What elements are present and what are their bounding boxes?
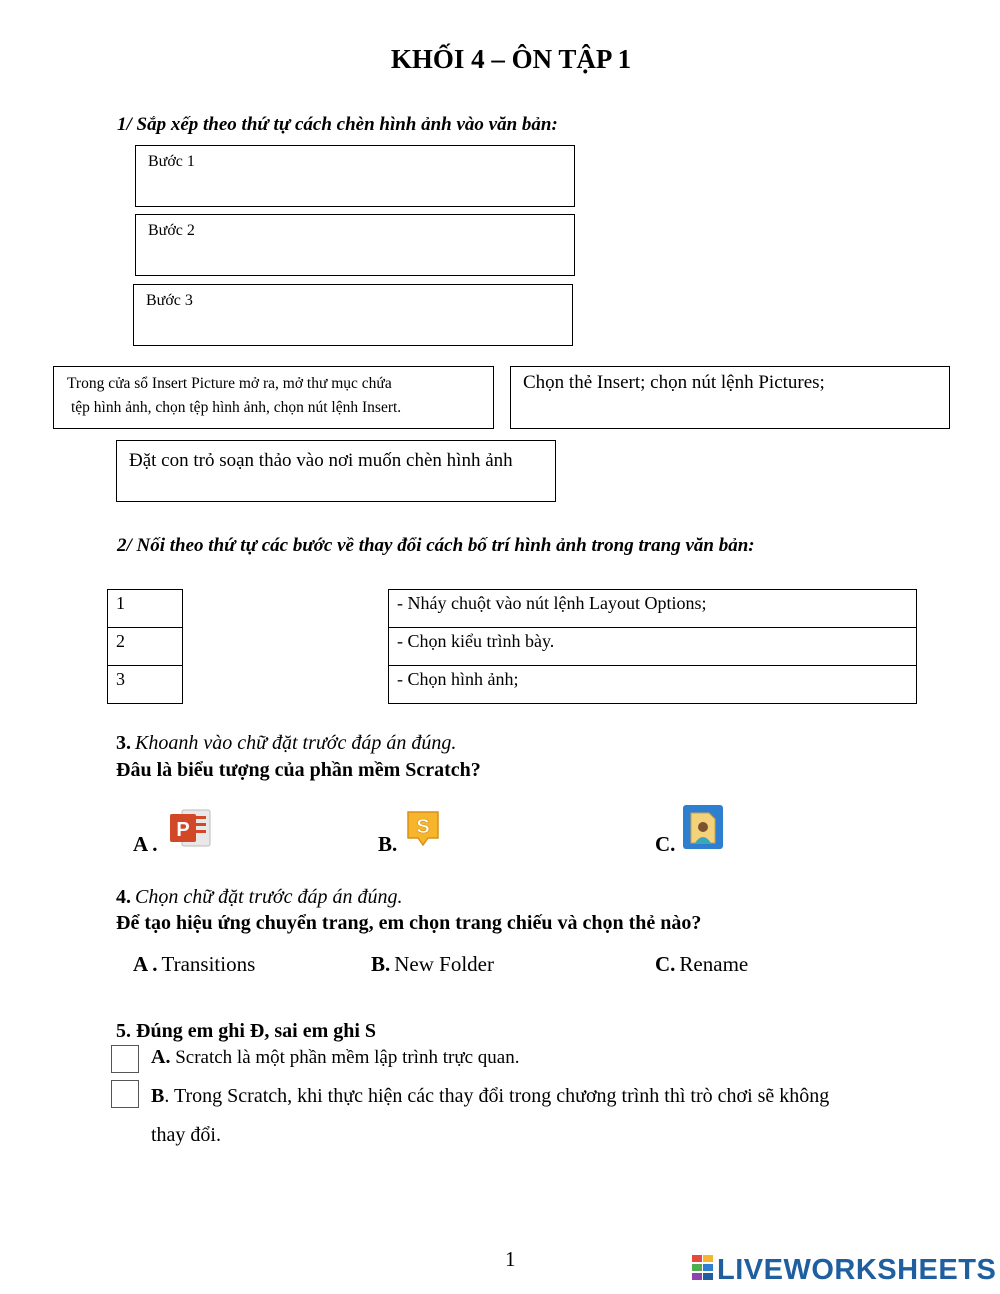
answer-label: B. bbox=[378, 832, 398, 856]
answer-label: A . bbox=[133, 952, 158, 976]
option-text-line: Trong cửa sổ Insert Picture mở ra, mở thư mục chứa bbox=[67, 375, 392, 392]
answer-label: C. bbox=[655, 952, 676, 976]
page-title: KHỐI 4 – ÔN TẬP 1 bbox=[390, 44, 632, 74]
step-slot-label: Bước 3 bbox=[146, 292, 193, 309]
q4-number: 4. bbox=[116, 886, 131, 908]
step-cell[interactable]: - Nháy chuột vào nút lệnh Layout Options; bbox=[389, 590, 917, 628]
draggable-option-insert-picture[interactable] bbox=[53, 366, 494, 429]
answer-box-b[interactable] bbox=[111, 1080, 139, 1108]
q4-answer-a[interactable] bbox=[133, 952, 255, 977]
step-slot-label: Bước 2 bbox=[148, 222, 195, 239]
step-slot-2[interactable] bbox=[135, 214, 575, 276]
logo-icon bbox=[692, 1255, 714, 1286]
option-text: Đặt con trỏ soạn thảo vào nơi muốn chèn hình ảnh bbox=[129, 450, 513, 471]
statement-label: A. bbox=[151, 1046, 171, 1068]
q5-statement-b bbox=[151, 1085, 829, 1108]
q2-heading: 2/ Nối theo thứ tự các bước về thay đổi cách bố trí hình ảnh trong trang văn bản: bbox=[117, 535, 755, 556]
draggable-option-insert-tab[interactable] bbox=[510, 366, 950, 429]
powerpoint-icon bbox=[168, 806, 212, 855]
step-slot-3[interactable] bbox=[133, 284, 573, 346]
scratch-icon bbox=[404, 808, 442, 857]
statement-text: Scratch là một phần mềm lập trình trực quan. bbox=[175, 1047, 520, 1068]
user-folder-icon bbox=[681, 803, 725, 856]
number-cell[interactable]: 3 bbox=[108, 666, 183, 704]
answer-text: Transitions bbox=[161, 952, 256, 976]
page-number: 1 bbox=[505, 1247, 516, 1271]
option-text: Chọn thẻ Insert; chọn nút lệnh Pictures; bbox=[523, 372, 825, 393]
q3-question: Đâu là biểu tượng của phần mềm Scratch? bbox=[116, 759, 481, 781]
q2-steps-column bbox=[388, 589, 917, 704]
answer-label: C. bbox=[655, 832, 676, 856]
q3-instruction-line bbox=[116, 732, 456, 755]
liveworksheets-logo bbox=[692, 1254, 996, 1287]
q3-answer-a[interactable] bbox=[133, 806, 233, 858]
q3-instruction: Khoanh vào chữ đặt trước đáp án đúng. bbox=[135, 732, 457, 754]
step-cell[interactable]: - Chọn kiểu trình bày. bbox=[389, 628, 917, 666]
answer-box-a[interactable] bbox=[111, 1045, 139, 1073]
q4-answer-b[interactable] bbox=[371, 952, 494, 977]
q2-number-column bbox=[107, 589, 183, 704]
answer-label: B. bbox=[371, 952, 391, 976]
option-text-line: tệp hình ảnh, chọn tệp hình ảnh, chọn nút lệnh Insert. bbox=[71, 399, 402, 416]
q4-instruction-line bbox=[116, 886, 402, 909]
q5-statement-b-continued: thay đổi. bbox=[151, 1124, 221, 1146]
answer-text: New Folder bbox=[394, 952, 494, 976]
step-slot-label: Bước 1 bbox=[148, 153, 195, 170]
svg-text:S: S bbox=[416, 816, 430, 838]
q4-answer-c[interactable] bbox=[655, 952, 748, 977]
q3-answer-c[interactable] bbox=[655, 803, 755, 859]
q5-statement-a bbox=[151, 1046, 520, 1069]
q4-instruction: Chọn chữ đặt trước đáp án đúng. bbox=[135, 886, 403, 908]
brand-name: LIVEWORKSHEETS bbox=[717, 1254, 997, 1286]
q5-heading: 5. Đúng em ghi Đ, sai em ghi S bbox=[116, 1020, 377, 1042]
svg-text:P: P bbox=[176, 819, 190, 841]
q3-number: 3. bbox=[116, 732, 131, 754]
q3-answer-b[interactable] bbox=[378, 806, 478, 858]
statement-label: B bbox=[151, 1085, 165, 1107]
step-slot-1[interactable] bbox=[135, 145, 575, 207]
number-cell[interactable]: 2 bbox=[108, 628, 183, 666]
statement-text: . Trong Scratch, khi thực hiện các thay đổi trong chương trình thì trò chơi sẽ không bbox=[164, 1085, 830, 1107]
draggable-option-cursor[interactable] bbox=[116, 440, 556, 502]
q4-question: Để tạo hiệu ứng chuyển trang, em chọn trang chiếu và chọn thẻ nào? bbox=[116, 912, 702, 934]
number-cell[interactable]: 1 bbox=[108, 590, 183, 628]
step-cell[interactable]: - Chọn hình ảnh; bbox=[389, 666, 917, 704]
answer-label: A . bbox=[133, 832, 158, 856]
answer-text: Rename bbox=[679, 952, 749, 976]
q1-heading: 1/ Sắp xếp theo thứ tự cách chèn hình ảnh vào văn bản: bbox=[117, 114, 558, 135]
